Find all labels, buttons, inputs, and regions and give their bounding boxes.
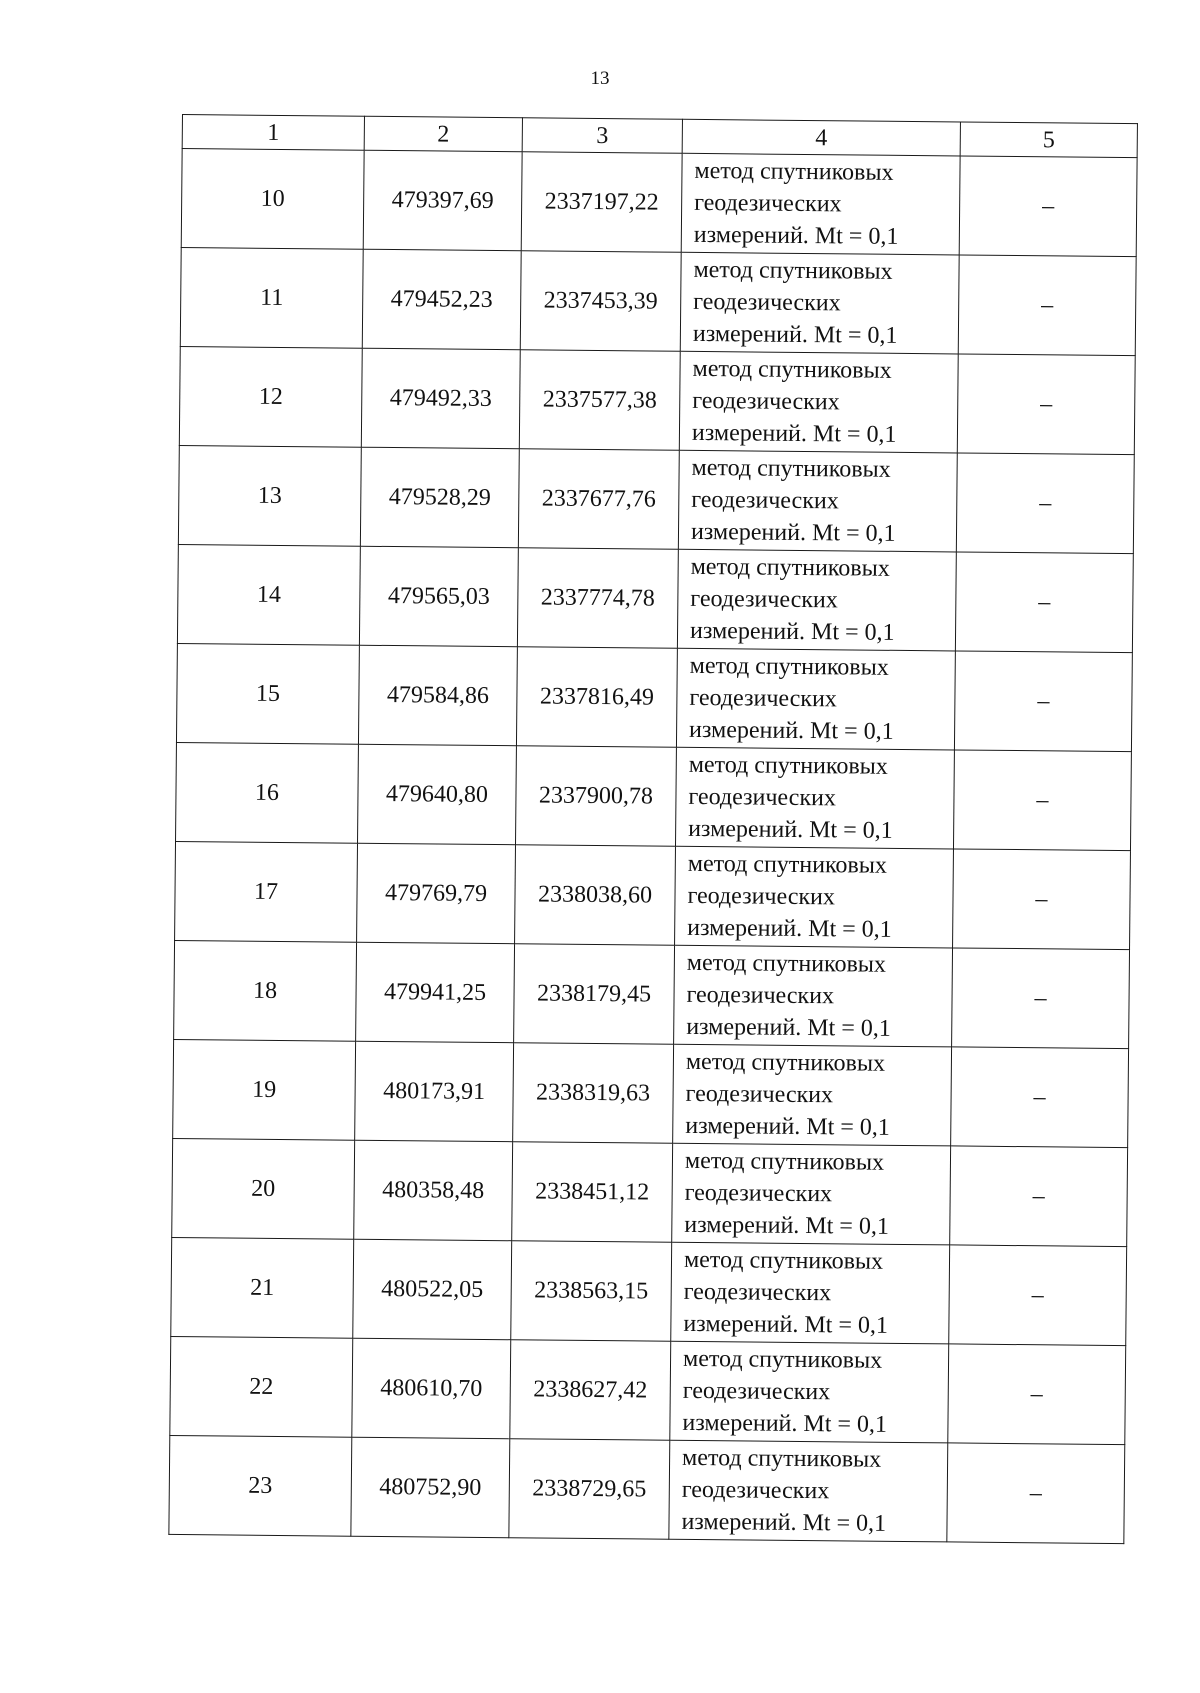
method-text-line: геодезических bbox=[687, 882, 836, 911]
note-cell: – bbox=[952, 948, 1130, 1049]
method-text-line: метод спутниковых bbox=[682, 1345, 883, 1374]
table-row bbox=[173, 1039, 1129, 1147]
x-coordinate-cell: 479769,79 bbox=[357, 843, 516, 944]
method-cell bbox=[676, 648, 955, 750]
y-coordinate-cell: 2338179,45 bbox=[514, 944, 675, 1045]
table-row bbox=[178, 445, 1134, 553]
method-text-line: геодезических bbox=[684, 1179, 833, 1208]
x-coordinate-cell: 479640,80 bbox=[358, 744, 517, 845]
method-text-line: метод спутниковых bbox=[690, 553, 890, 582]
method-text-line: метод спутниковых bbox=[681, 1444, 882, 1473]
x-coordinate-cell: 479584,86 bbox=[358, 645, 517, 746]
table-row bbox=[171, 1237, 1127, 1345]
y-coordinate-cell: 2338563,15 bbox=[511, 1241, 672, 1342]
table-row bbox=[174, 940, 1130, 1048]
point-number-cell: 17 bbox=[175, 841, 358, 942]
coordinates-table-wrapper bbox=[168, 114, 1138, 1544]
method-text-line: геодезических bbox=[688, 783, 837, 812]
method-text-line: метод спутниковых bbox=[684, 1147, 885, 1176]
y-coordinate-cell: 2337677,76 bbox=[518, 449, 679, 550]
point-number-cell: 20 bbox=[172, 1138, 355, 1239]
x-coordinate-cell: 480752,90 bbox=[351, 1437, 510, 1538]
x-coordinate-cell: 479397,69 bbox=[363, 150, 522, 251]
y-coordinate-cell: 2337900,78 bbox=[516, 746, 677, 847]
method-cell bbox=[670, 1341, 949, 1443]
note-cell: – bbox=[958, 255, 1136, 356]
method-cell bbox=[675, 747, 954, 849]
table-row bbox=[170, 1336, 1126, 1444]
point-number-cell: 16 bbox=[176, 742, 359, 843]
table-row bbox=[180, 247, 1136, 355]
method-text-line: геодезических bbox=[689, 684, 837, 713]
page-number: 13 bbox=[590, 68, 610, 89]
column-header-3: 3 bbox=[522, 118, 682, 154]
method-text-line: измерений. Mt = 0,1 bbox=[688, 716, 894, 745]
method-text-line: геодезических bbox=[691, 486, 839, 515]
note-cell: – bbox=[954, 651, 1132, 752]
method-text-line: измерений. Mt = 0,1 bbox=[692, 320, 898, 349]
method-cell bbox=[679, 351, 958, 453]
note-cell: – bbox=[948, 1344, 1126, 1445]
method-text-line: геодезических bbox=[683, 1278, 832, 1307]
x-coordinate-cell: 479452,23 bbox=[362, 249, 521, 350]
x-coordinate-cell: 479565,03 bbox=[359, 546, 518, 647]
point-number-cell: 22 bbox=[170, 1336, 353, 1437]
method-text-line: измерений. Mt = 0,1 bbox=[688, 815, 893, 844]
y-coordinate-cell: 2337816,49 bbox=[516, 647, 677, 748]
method-cell bbox=[674, 945, 953, 1047]
note-cell: – bbox=[953, 849, 1131, 950]
note-cell: – bbox=[955, 552, 1133, 653]
method-text-line: измерений. Mt = 0,1 bbox=[685, 1112, 890, 1141]
method-text-line: геодезических bbox=[686, 981, 835, 1010]
table-body bbox=[169, 115, 1138, 1544]
note-cell: – bbox=[950, 1146, 1128, 1247]
y-coordinate-cell: 2338038,60 bbox=[515, 845, 676, 946]
y-coordinate-cell: 2337197,22 bbox=[521, 152, 682, 253]
method-text-line: метод спутниковых bbox=[683, 1246, 884, 1275]
method-text-line: геодезических bbox=[692, 387, 840, 416]
method-text-line: измерений. Mt = 0,1 bbox=[691, 419, 897, 448]
note-cell: – bbox=[951, 1047, 1129, 1148]
y-coordinate-cell: 2337577,38 bbox=[519, 350, 680, 451]
method-cell bbox=[671, 1242, 950, 1344]
method-text-line: геодезических bbox=[690, 585, 838, 614]
method-text-line: метод спутниковых bbox=[688, 751, 889, 780]
note-cell: – bbox=[957, 354, 1135, 455]
method-text-line: геодезических bbox=[693, 288, 841, 317]
table-row bbox=[175, 841, 1131, 949]
method-cell bbox=[672, 1143, 951, 1245]
method-text-line: метод спутниковых bbox=[686, 949, 887, 978]
method-text-line: геодезических bbox=[682, 1377, 831, 1406]
method-text-line: измерений. Mt = 0,1 bbox=[690, 518, 896, 547]
method-cell bbox=[681, 153, 960, 255]
table-row bbox=[177, 544, 1133, 652]
x-coordinate-cell: 480522,05 bbox=[353, 1239, 512, 1340]
table-row bbox=[179, 346, 1135, 454]
y-coordinate-cell: 2338319,63 bbox=[513, 1043, 674, 1144]
method-text-line: измерений. Mt = 0,1 bbox=[681, 1508, 887, 1537]
table-row bbox=[176, 643, 1132, 751]
method-text-line: измерений. Mt = 0,1 bbox=[683, 1310, 889, 1339]
point-number-cell: 23 bbox=[169, 1435, 352, 1536]
method-text-line: метод спутниковых bbox=[685, 1048, 886, 1077]
method-text-line: метод спутниковых bbox=[691, 454, 891, 483]
note-cell: – bbox=[956, 453, 1134, 554]
method-cell bbox=[678, 450, 957, 552]
table-row bbox=[181, 149, 1137, 257]
note-cell: – bbox=[953, 750, 1131, 851]
y-coordinate-cell: 2338451,12 bbox=[512, 1142, 673, 1243]
point-number-cell: 21 bbox=[171, 1237, 354, 1338]
point-number-cell: 13 bbox=[178, 445, 361, 546]
method-text-line: метод спутниковых bbox=[694, 157, 894, 186]
y-coordinate-cell: 2337774,78 bbox=[517, 548, 678, 649]
method-text-line: геодезических bbox=[681, 1476, 830, 1505]
x-coordinate-cell: 480358,48 bbox=[354, 1140, 513, 1241]
column-header-2: 2 bbox=[364, 116, 522, 152]
method-text-line: измерений. Mt = 0,1 bbox=[687, 914, 892, 943]
note-cell: – bbox=[959, 156, 1137, 257]
method-cell bbox=[680, 252, 959, 354]
x-coordinate-cell: 479528,29 bbox=[360, 447, 519, 548]
point-number-cell: 11 bbox=[180, 247, 363, 348]
method-cell bbox=[677, 549, 956, 651]
point-number-cell: 10 bbox=[181, 149, 364, 250]
point-number-cell: 18 bbox=[174, 940, 357, 1041]
method-text-line: геодезических bbox=[685, 1080, 834, 1109]
method-text-line: метод спутниковых bbox=[689, 652, 889, 681]
method-text-line: измерений. Mt = 0,1 bbox=[689, 617, 895, 646]
method-text-line: измерений. Mt = 0,1 bbox=[682, 1409, 888, 1438]
column-header-5: 5 bbox=[960, 122, 1137, 158]
method-cell bbox=[673, 1044, 952, 1146]
point-number-cell: 12 bbox=[179, 346, 362, 447]
point-number-cell: 15 bbox=[176, 643, 359, 744]
table-row bbox=[176, 742, 1132, 850]
method-text-line: измерений. Mt = 0,1 bbox=[686, 1013, 891, 1042]
method-cell bbox=[675, 846, 954, 948]
point-number-cell: 14 bbox=[177, 544, 360, 645]
note-cell: – bbox=[949, 1245, 1127, 1346]
table-row bbox=[169, 1435, 1125, 1543]
method-text-line: измерений. Mt = 0,1 bbox=[684, 1211, 890, 1240]
y-coordinate-cell: 2338627,42 bbox=[510, 1340, 671, 1441]
method-text-line: метод спутниковых bbox=[692, 355, 892, 384]
column-header-4: 4 bbox=[682, 119, 960, 156]
coordinates-table bbox=[168, 114, 1138, 1544]
y-coordinate-cell: 2338729,65 bbox=[509, 1439, 670, 1540]
method-text-line: метод спутниковых bbox=[687, 850, 888, 879]
y-coordinate-cell: 2337453,39 bbox=[520, 251, 681, 352]
method-cell bbox=[669, 1440, 948, 1542]
note-cell: – bbox=[947, 1443, 1125, 1544]
table-row bbox=[172, 1138, 1128, 1246]
column-header-1: 1 bbox=[182, 115, 364, 151]
x-coordinate-cell: 479492,33 bbox=[361, 348, 520, 449]
x-coordinate-cell: 480610,70 bbox=[352, 1338, 511, 1439]
method-text-line: измерений. Mt = 0,1 bbox=[693, 221, 899, 250]
method-text-line: метод спутниковых bbox=[693, 256, 893, 285]
point-number-cell: 19 bbox=[173, 1039, 356, 1140]
method-text-line: геодезических bbox=[694, 189, 842, 218]
x-coordinate-cell: 479941,25 bbox=[356, 942, 515, 1043]
x-coordinate-cell: 480173,91 bbox=[355, 1041, 514, 1142]
